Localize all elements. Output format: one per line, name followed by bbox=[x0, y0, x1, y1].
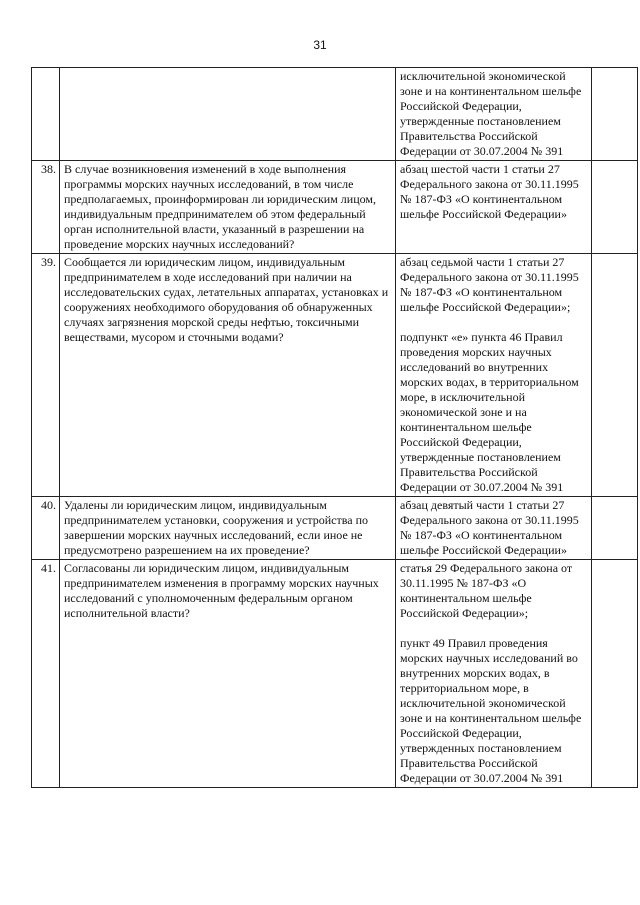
legal-reference-cell bbox=[396, 254, 592, 497]
table-row bbox=[32, 560, 638, 788]
legal-reference: исключительной экономической зоне и на континентальном шельфе Российской Федерации, утвержденные постановлением Правительства Российской Федерации от 30.07.2004 № 391 bbox=[400, 69, 582, 158]
answer-cell bbox=[592, 161, 638, 254]
question-cell: Удалены ли юридическим лицом, индивидуальным предпринимателем установки, сооружения и устройства по завершении морских научных исследований, если иное не предусмотрено разрешением на их проведение? bbox=[60, 497, 396, 560]
page-number: 31 bbox=[313, 38, 327, 52]
answer-cell bbox=[592, 254, 638, 497]
question-cell: Согласованы ли юридическим лицом, индивидуальным предпринимателем изменения в программу морских научных исследований с уполномоченным федеральным органом исполнительной власти? bbox=[60, 560, 396, 788]
legal-reference: абзац девятый части 1 статьи 27 Федерального закона от 30.11.1995 № 187-ФЗ «О континентальном шельфе Российской Федерации» bbox=[400, 498, 579, 557]
answer-cell bbox=[592, 68, 638, 161]
row-number bbox=[32, 68, 60, 161]
legal-reference-cell bbox=[396, 161, 592, 254]
legal-reference-cell bbox=[396, 560, 592, 788]
checklist-table bbox=[31, 67, 638, 788]
question-cell bbox=[60, 68, 396, 161]
table-row bbox=[32, 497, 638, 560]
legal-reference-cell bbox=[396, 497, 592, 560]
table-row bbox=[32, 161, 638, 254]
legal-reference: абзац седьмой части 1 статьи 27 Федерального закона от 30.11.1995 № 187-ФЗ «О континентальном шельфе Российской Федерации»; bbox=[400, 255, 579, 314]
answer-cell bbox=[592, 560, 638, 788]
legal-reference-cell bbox=[396, 68, 592, 161]
row-number: 40. bbox=[32, 497, 60, 560]
table-row bbox=[32, 68, 638, 161]
legal-reference: статья 29 Федерального закона от 30.11.1995 № 187-ФЗ «О континентальном шельфе Российской Федерации»; bbox=[400, 561, 573, 620]
answer-cell bbox=[592, 497, 638, 560]
row-number: 38. bbox=[32, 161, 60, 254]
legal-reference: абзац шестой части 1 статьи 27 Федерального закона от 30.11.1995 № 187-ФЗ «О континентальном шельфе Российской Федерации» bbox=[400, 162, 579, 221]
question-cell: Сообщается ли юридическим лицом, индивидуальным предпринимателем в ходе исследований при наличии на исследовательских судах, летательных аппаратах, установках и сооружениях необходимого оборудования об обнаруженных случаях загрязнения морской среды нефтью, токсичными веществами, мусором и сточными водами? bbox=[60, 254, 396, 497]
legal-reference: пункт 49 Правил проведения морских научных исследований во внутренних морских водах, в территориальном море, в исключительной экономической зоне и на континентальном шельфе Российской Федерации, утвержденных постановлением Правительства Российской Федерации от 30.07.2004 № 391 bbox=[400, 636, 582, 785]
row-number: 41. bbox=[32, 560, 60, 788]
question-cell: В случае возникновения изменений в ходе выполнения программы морских научных исследований, в том числе предполагаемых, проинформирован ли юридическим лицом, индивидуальным предпринимателем об этом федеральный орган исполнительной власти, указанный в разрешении на проведение морских научных исследований? bbox=[60, 161, 396, 254]
table-row bbox=[32, 254, 638, 497]
legal-reference: подпункт «е» пункта 46 Правил проведения морских научных исследований во внутренних морских водах, в территориальном море, в исключительной экономической зоне и на континентальном шельфе Российской Федерации, утвержденные постановлением Правительства Российской Федерации от 30.07.2004 № 391 bbox=[400, 330, 579, 494]
row-number: 39. bbox=[32, 254, 60, 497]
